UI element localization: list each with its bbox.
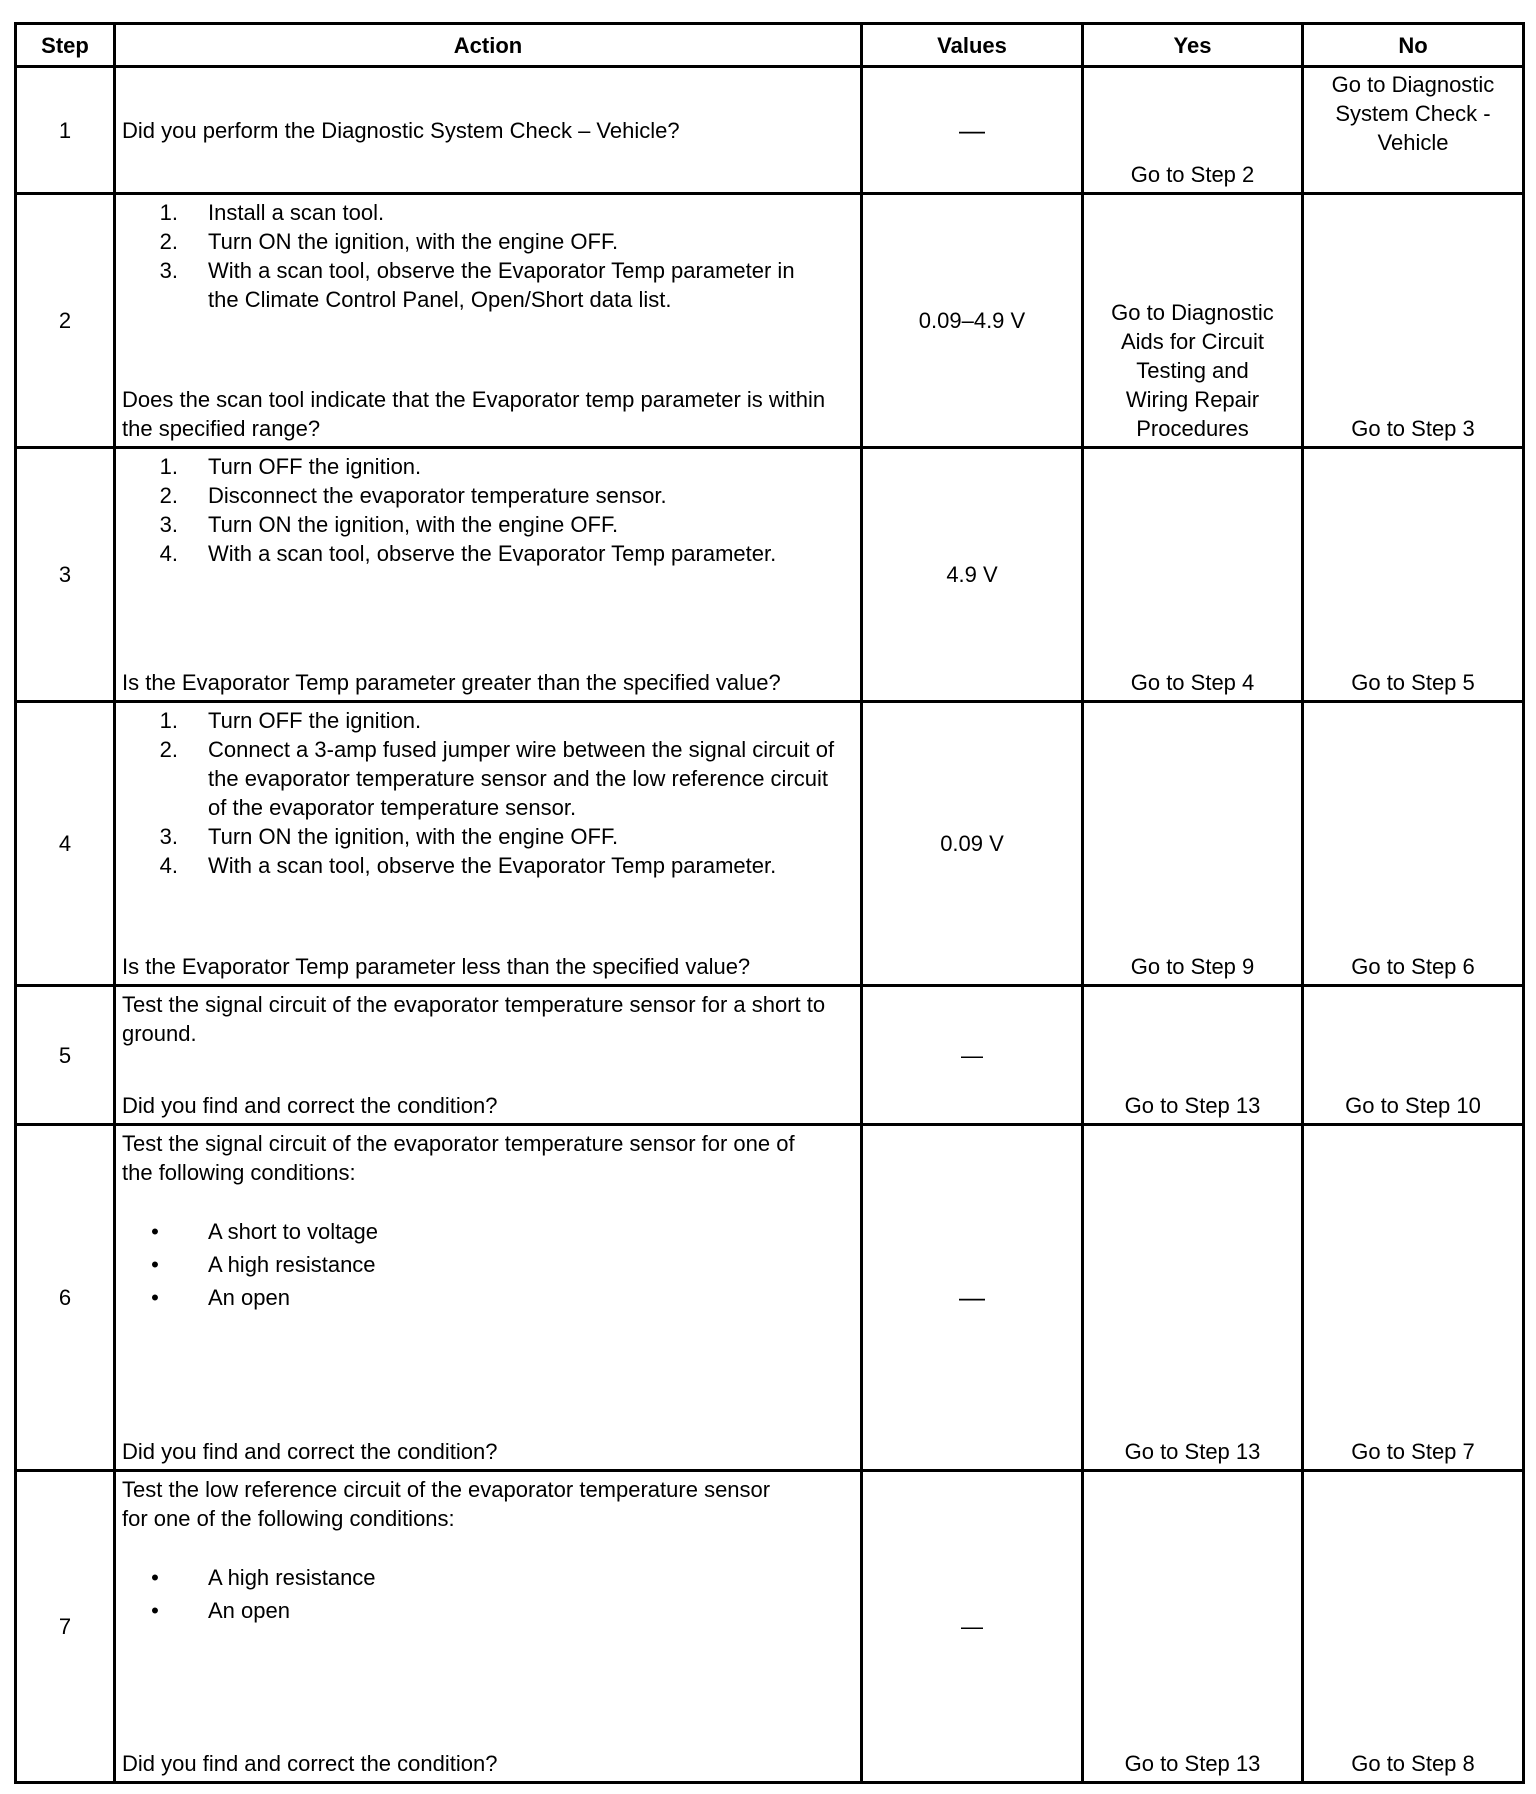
list-item: 2. Disconnect the evaporator temperature sensor. (159, 483, 667, 508)
value-cell: — (862, 986, 1083, 1125)
action-question: Did you perform the Diagnostic System Check – Vehicle? (122, 117, 680, 143)
action-question: Did you find and correct the condition? (122, 1439, 498, 1464)
no-cell: Go to Step 6 (1303, 702, 1524, 986)
step-number: 2 (16, 194, 115, 448)
table-row (16, 1471, 1524, 1783)
list-item: 4. With a scan tool, observe the Evaporator Temp parameter. (159, 541, 777, 566)
step-number: 5 (16, 986, 115, 1125)
step-number: 6 (16, 1125, 115, 1471)
table-row (16, 194, 1524, 448)
list-item: • A short to voltage (151, 1219, 378, 1244)
action-cell (115, 67, 862, 194)
value-cell: — (862, 1125, 1083, 1471)
action-question: Did you find and correct the condition? (122, 1093, 498, 1118)
table-row (16, 1125, 1524, 1471)
no-cell: Go to Step 8 (1303, 1471, 1524, 1783)
yes-cell: Go to Diagnostic Aids for Circuit Testing and Wiring Repair Procedures (1083, 194, 1303, 448)
action-steps (122, 452, 852, 568)
action-cell (115, 1471, 862, 1783)
yes-cell: Go to Step 13 (1083, 1125, 1303, 1471)
action-cell (115, 1125, 862, 1471)
list-item: 2. Turn ON the ignition, with the engine OFF. (159, 229, 619, 254)
yes-cell: Go to Step 9 (1083, 702, 1303, 986)
yes-cell: Go to Step 13 (1083, 1471, 1303, 1783)
value-cell: — (862, 67, 1083, 194)
table-row (16, 702, 1524, 986)
list-item: 3. Turn ON the ignition, with the engine OFF. (159, 512, 619, 537)
action-question: Does the scan tool indicate that the Evaporator temp parameter is within the specified range? (122, 387, 826, 441)
action-steps (122, 198, 852, 314)
list-item: 1. Turn OFF the ignition. (159, 708, 422, 733)
condition-list (122, 1561, 852, 1627)
list-item: 3. With a scan tool, observe the Evaporator Temp parameter in the Climate Control Panel, Open/Short data list. (159, 258, 795, 312)
no-cell: Go to Step 3 (1303, 194, 1524, 448)
diagnostic-table (14, 22, 1525, 1784)
action-intro: Test the signal circuit of the evaporator temperature sensor for one of the following conditions: (122, 1131, 795, 1185)
action-cell (115, 702, 862, 986)
yes-cell: Go to Step 2 (1083, 67, 1303, 194)
table-row (16, 67, 1524, 194)
list-item: 3. Turn ON the ignition, with the engine OFF. (159, 824, 619, 849)
step-number: 7 (16, 1471, 115, 1783)
no-cell: Go to Step 5 (1303, 448, 1524, 702)
list-item: • An open (151, 1598, 290, 1623)
no-cell: Go to Diagnostic System Check - Vehicle (1303, 67, 1524, 194)
header-values: Values (862, 24, 1083, 67)
action-question: Is the Evaporator Temp parameter less than the specified value? (122, 954, 751, 979)
list-item: 2. Connect a 3-amp fused jumper wire between the signal circuit of the evaporator temperature sensor and the low reference circuit of the evaporator temperature sensor. (159, 737, 835, 820)
condition-list (122, 1215, 852, 1314)
value-cell: 0.09–4.9 V (862, 194, 1083, 448)
step-number: 3 (16, 448, 115, 702)
yes-cell: Go to Step 4 (1083, 448, 1303, 702)
value-cell: 0.09 V (862, 702, 1083, 986)
step-number: 4 (16, 702, 115, 986)
header-no: No (1303, 24, 1524, 67)
action-question: Did you find and correct the condition? (122, 1751, 498, 1776)
action-steps (122, 706, 852, 880)
action-intro: Test the signal circuit of the evaporator temperature sensor for a short to ground. (122, 992, 826, 1046)
step-number: 1 (16, 67, 115, 194)
list-item: 1. Install a scan tool. (159, 200, 385, 225)
table-row (16, 448, 1524, 702)
header-yes: Yes (1083, 24, 1303, 67)
action-cell (115, 194, 862, 448)
list-item: 4. With a scan tool, observe the Evaporator Temp parameter. (159, 853, 777, 878)
no-cell: Go to Step 10 (1303, 986, 1524, 1125)
table-row (16, 986, 1524, 1125)
action-intro: Test the low reference circuit of the evaporator temperature sensor for one of the following conditions: (122, 1477, 771, 1531)
action-cell (115, 448, 862, 702)
no-cell: Go to Step 7 (1303, 1125, 1524, 1471)
list-item: • A high resistance (151, 1252, 376, 1277)
list-item: • An open (151, 1285, 290, 1310)
value-cell: 4.9 V (862, 448, 1083, 702)
value-cell: — (862, 1471, 1083, 1783)
action-question: Is the Evaporator Temp parameter greater than the specified value? (122, 670, 781, 695)
yes-cell: Go to Step 13 (1083, 986, 1303, 1125)
header-step: Step (16, 24, 115, 67)
list-item: 1. Turn OFF the ignition. (159, 454, 422, 479)
list-item: • A high resistance (151, 1565, 376, 1590)
header-action: Action (115, 24, 862, 67)
action-cell (115, 986, 862, 1125)
header-row (16, 24, 1524, 67)
